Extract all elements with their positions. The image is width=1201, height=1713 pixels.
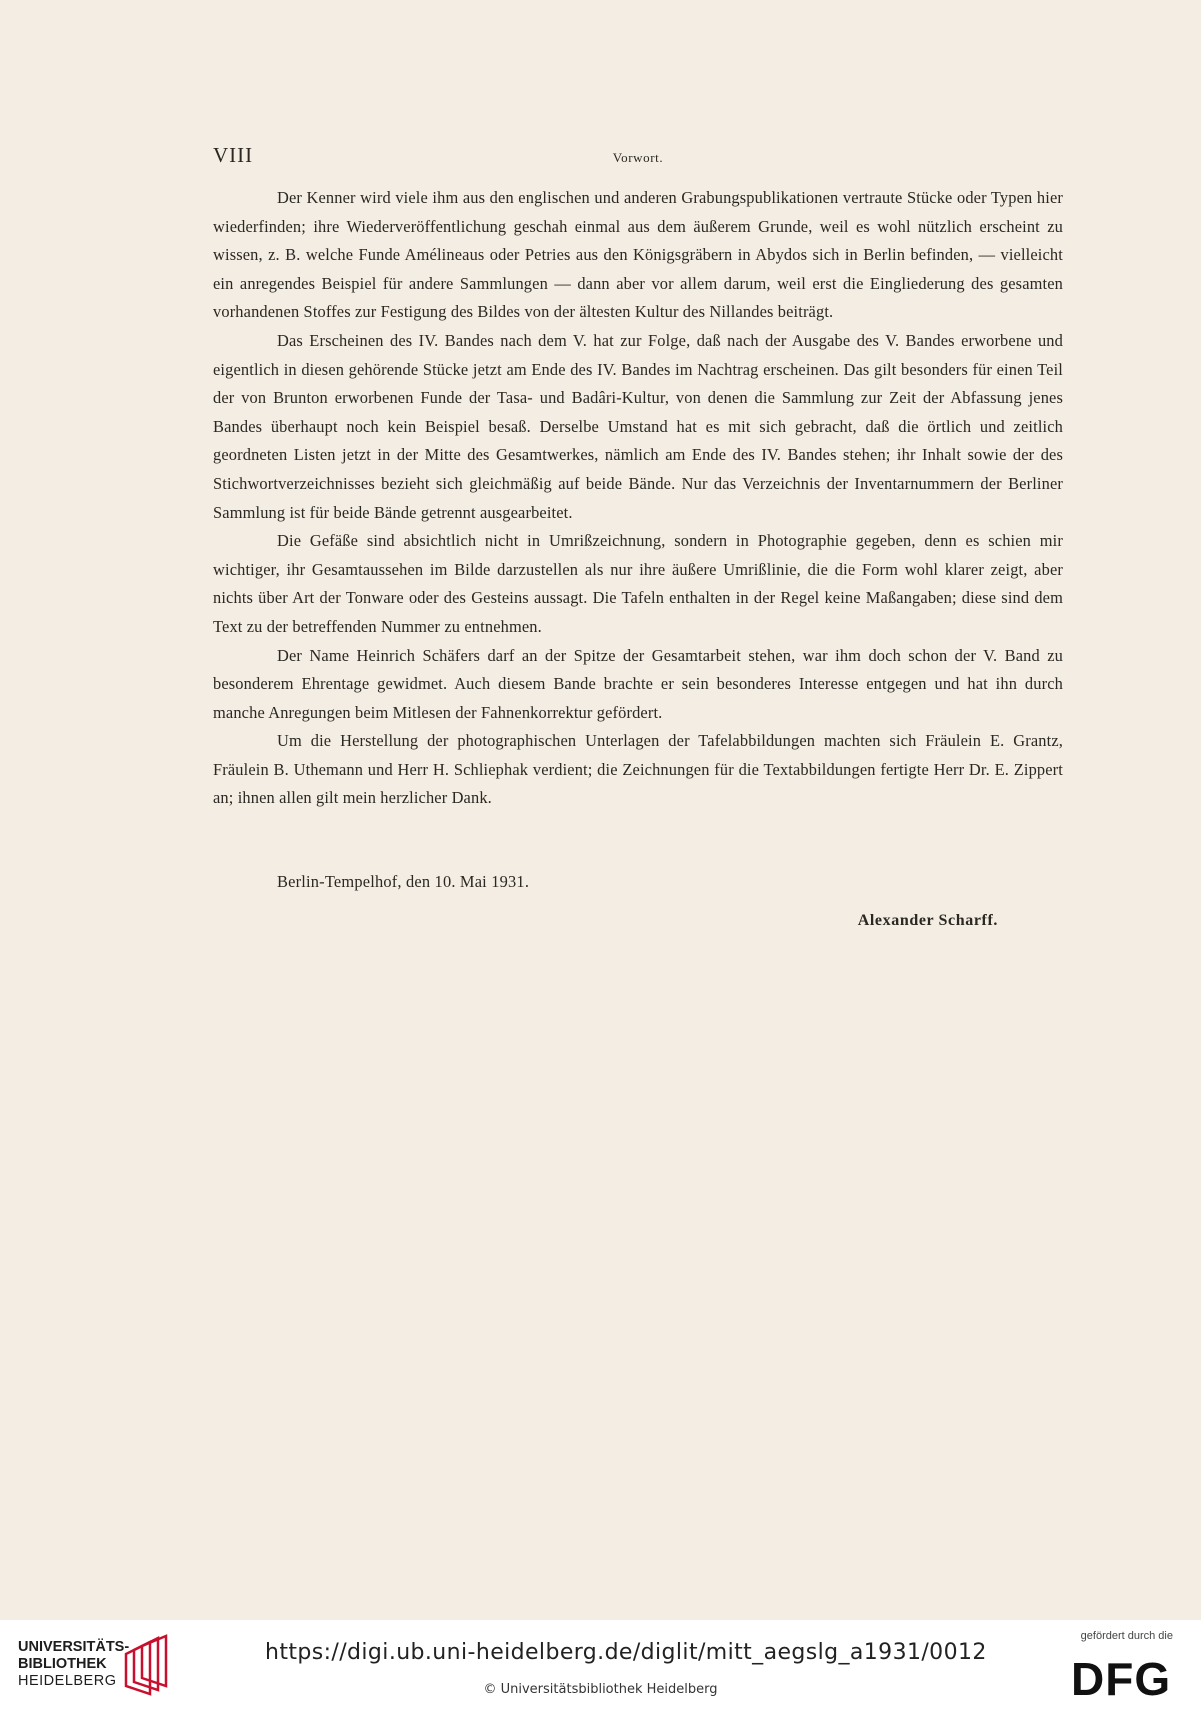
library-line-2: BIBLIOTHEK [18, 1656, 107, 1672]
permalink-url[interactable]: https://digi.ub.uni-heidelberg.de/diglit/mitt_aegslg_a1931/0012 [265, 1640, 987, 1665]
running-head: Vorwort. [612, 150, 664, 165]
body-text [213, 184, 1063, 813]
paragraph: Der Kenner wird viele ihm aus den englischen und anderen Grabungspublikationen vertraute Stücke oder Typen hier wiederfinden; ihre Wiederveröffentlichung geschah einmal aus dem äußerem Grunde, weil es wohl nützlich erscheint zu wissen, z. B. welche Funde Amélineaus oder Petries aus den Königsgräbern in Abydos sich in Berlin befinden, — vielleicht ein anregendes Beispiel für andere Sammlungen — dann aber vor allem darum, weil erst die Eingliederung des gesamten vorhandenen Stoffes zur Festigung des Bildes von der ältesten Kultur des Nillandes beiträgt. [213, 188, 1063, 322]
paragraph: Die Gefäße sind absichtlich nicht in Umrißzeichnung, sondern in Photographie gegeben, denn es schien mir wichtiger, ihr Gesamtaussehen im Bilde darzustellen als nur ihre äußere Umrißlinie, die die Form wohl klarer zeigt, aber nichts über Art der Tonware oder des Gesteins aussagt. Die Tafeln enthalten in der Regel keine Maßangaben; diese sind dem Text zu der betreffenden Nummer zu entnehmen. [213, 531, 1063, 636]
funding-label: gefördert durch die [1080, 1630, 1173, 1642]
library-line-3: HEIDELBERG [18, 1673, 117, 1689]
copyright-notice: © Universitätsbibliothek Heidelberg [483, 1682, 718, 1697]
paragraph: Der Name Heinrich Schäfers darf an der Spitze der Gesamtarbeit stehen, war ihm doch schon der V. Band zu besonderem Ehrentage gewidmet. Auch diesem Bande brachte er sein besonderes Interesse entgegen und hat ihn durch manche Anregungen beim Mitlesen der Fahnenkorrektur gefördert. [213, 645, 1063, 722]
page-number: VIII [213, 143, 254, 167]
dfg-logo-icon [1069, 1654, 1181, 1700]
paragraph: Um die Herstellung der photographischen Unterlagen der Tafelabbildungen machten sich Fräulein E. Grantz, Fräulein B. Uthemann und Herr H. Schliephak verdient; die Zeichnungen für die Textabbildungen fertigte Herr Dr. E. Zippert an; ihnen allen gilt mein herzlicher Dank. [213, 731, 1063, 808]
dateline: Berlin-Tempelhof, den 10. Mai 1931. [277, 872, 530, 891]
signature: Alexander Scharff. [857, 912, 998, 929]
dfg-logo-text: DFG [1071, 1654, 1172, 1700]
footer-bar [0, 1620, 1201, 1713]
library-line-1: UNIVERSITÄTS- [18, 1639, 130, 1655]
paragraph: Das Erscheinen des IV. Bandes nach dem V. hat zur Folge, daß nach der Ausgabe des V. Bandes erworbene und eigentlich in diesen gehörende Stücke jetzt am Ende des IV. Bandes im Nachtrag erscheinen. Das gilt besonders für einen Teil der von Brunton erworbenen Funde der Tasa- und Badâri-Kultur, von denen die Sammlung zur Zeit der Abfassung jenes Bandes überhaupt noch kein Beispiel besaß. Derselbe Umstand hat es mit sich gebracht, daß die örtlich und zeitlich geordneten Listen jetzt in der Mitte des Gesamtwerkes, nämlich am Ende des IV. Bandes stehen; ihr Inhalt sowie der des Stichwortverzeichnisses bezieht sich gleichmäßig auf beide Bände. Nur das Verzeichnis der Inventarnummern der Berliner Sammlung ist für beide Bände getrennt ausgearbeitet. [213, 330, 1063, 522]
page-header [213, 143, 1063, 173]
